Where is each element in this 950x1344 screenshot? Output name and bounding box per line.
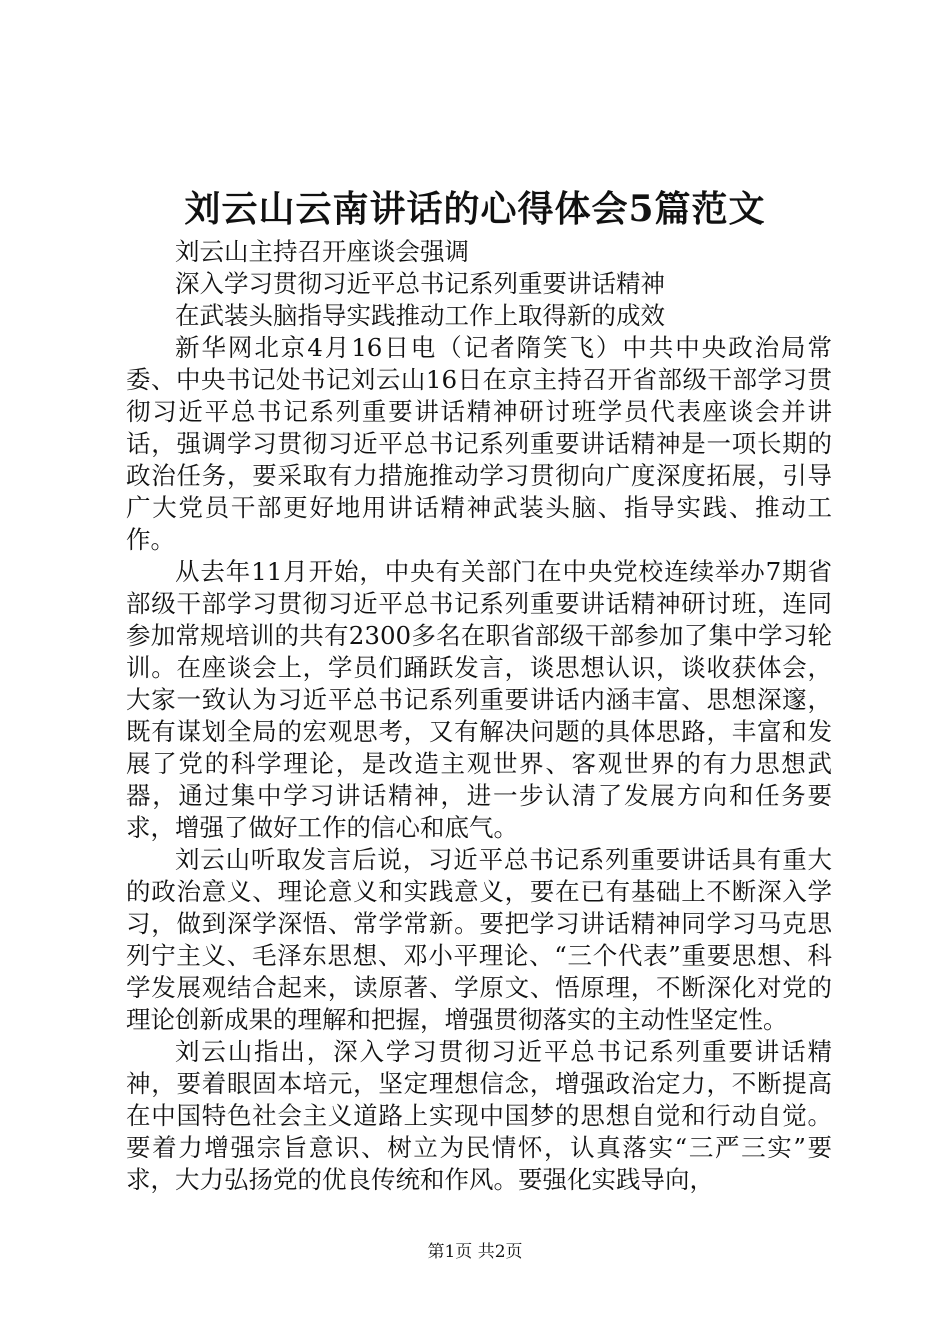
paragraph: 从去年11月开始，中央有关部门在中央党校连续举办7期省部级干部学习贯彻习近平总书记系列重要讲话精神研讨班，连同参加常规培训的共有2300多名在职省部级干部参加了集中学习轮训。在座谈会上，学员们踊跃发言，谈思想认识，谈收获体会，大家一致认为习近平总书记系列重要讲话内涵丰富、思想深邃，既有谋划全局的宏观思考，又有解决问题的具体思路，丰富和发展了党的科学理论，是改造主观世界、客观世界的有力思想武器，通过集中学习讲话精神，进一步认清了发展方向和任务要求，增强了做好工作的信心和底气。 — [126, 557, 832, 842]
document-title: 刘云山云南讲话的心得体会5篇范文 — [184, 188, 766, 230]
paragraph: 新华网北京4月16日电（记者隋笑飞）中共中央政治局常委、中央书记处书记刘云山16日在京主持召开省部级干部学习贯彻习近平总书记系列重要讲话精神研讨班学员代表座谈会并讲话，强调学习贯彻习近平总书记系列重要讲话精神是一项长期的政治任务，要采取有力措施推动学习贯彻向广度深度拓展，引导广大党员干部更好地用讲话精神武装头脑、指导实践、推动工作。 — [126, 333, 832, 554]
document-body — [126, 236, 832, 1196]
page-footer: 第1页 共2页 — [427, 1242, 523, 1262]
paragraph: 刘云山听取发言后说，习近平总书记系列重要讲话具有重大的政治意义、理论意义和实践意义，要在已有基础上不断深入学习，做到深学深悟、常学常新。要把学习讲话精神同学习马克思列宁主义、毛泽东思想、邓小平理论、“三个代表”重要思想、科学发展观结合起来，读原著、学原文、悟原理，不断深化对党的理论创新成果的理解和把握，增强贯彻落实的主动性坚定性。 — [126, 845, 832, 1034]
paragraph: 刘云山主持召开座谈会强调 — [175, 237, 469, 266]
paragraph: 在武装头脑指导实践推动工作上取得新的成效 — [175, 301, 665, 330]
paragraph: 刘云山指出，深入学习贯彻习近平总书记系列重要讲话精神，要着眼固本培元，坚定理想信念，增强政治定力，不断提高在中国特色社会主义道路上实现中国梦的思想自觉和行动自觉。要着力增强宗旨意识、树立为民情怀，认真落实“三严三实”要求，大力弘扬党的优良传统和作风。要强化实践导向， — [126, 1037, 832, 1194]
paragraph: 深入学习贯彻习近平总书记系列重要讲话精神 — [175, 269, 665, 298]
